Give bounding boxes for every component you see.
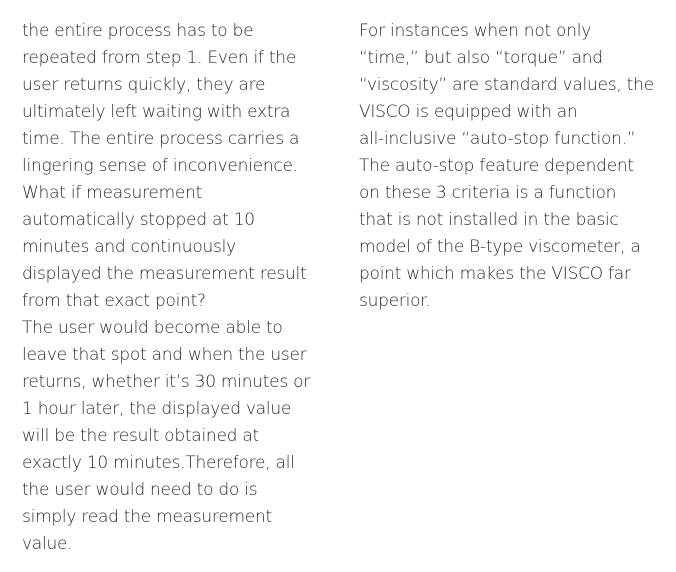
- text-line: superior.: [359, 291, 431, 311]
- text-line: minutes and continuously: [22, 237, 236, 257]
- text-line: will be the result obtained at: [22, 426, 259, 446]
- text-line: The user would become able to: [22, 318, 283, 338]
- text-line: For instances when not only: [359, 21, 592, 41]
- text-line: leave that spot and when the user: [22, 345, 307, 365]
- text-line: simply read the measurement: [22, 507, 272, 527]
- text-line: time. The entire process carries a: [22, 129, 300, 149]
- text-line: on these 3 criteria is a function: [359, 183, 617, 203]
- text-line: exactly 10 minutes.Therefore, all: [22, 453, 295, 473]
- text-line: from that exact point?: [22, 291, 206, 311]
- text-line: model of the B-type viscometer, a: [359, 237, 641, 257]
- text-line: repeated from step 1. Even if the: [22, 48, 297, 68]
- text-line: point which makes the VISCO far: [359, 264, 631, 284]
- right-text-column: [359, 18, 669, 315]
- text-line: lingering sense of inconvenience.: [22, 156, 298, 176]
- text-line: that is not installed in the basic: [359, 210, 619, 230]
- text-line: displayed the measurement result: [22, 264, 307, 284]
- text-line: the user would need to do is: [22, 480, 258, 500]
- text-line: The auto-stop feature dependent: [359, 156, 634, 176]
- text-line: VISCO is equipped with an: [359, 102, 578, 122]
- text-line: user returns quickly, they are: [22, 75, 266, 95]
- text-line: value.: [22, 534, 73, 554]
- text-line: returns, whether it’s 30 minutes or: [22, 372, 311, 392]
- text-line: ultimately left waiting with extra: [22, 102, 291, 122]
- text-line: the entire process has to be: [22, 21, 254, 41]
- text-line: “viscosity” are standard values, the: [359, 75, 654, 95]
- text-line: “time,” but also “torque” and: [359, 48, 603, 68]
- text-line: 1 hour later, the displayed value: [22, 399, 292, 419]
- text-line: What if measurement: [22, 183, 203, 203]
- text-line: all-inclusive “auto-stop function.”: [359, 129, 636, 149]
- left-text-column: [22, 18, 340, 558]
- text-line: automatically stopped at 10: [22, 210, 255, 230]
